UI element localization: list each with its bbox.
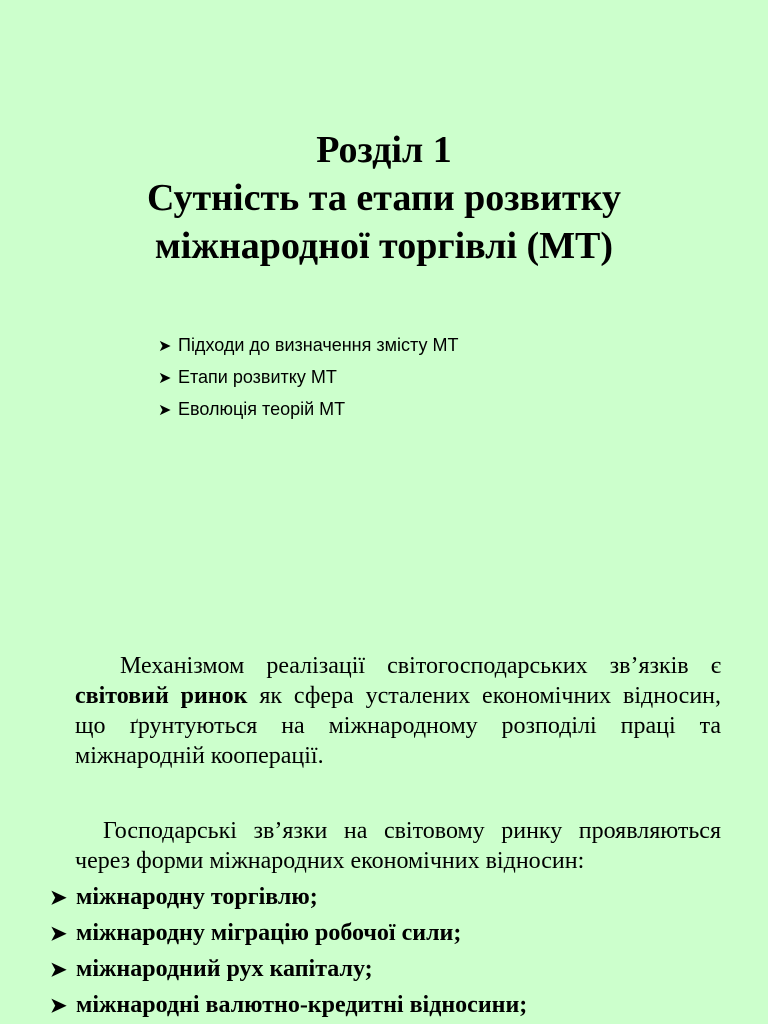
- topic-item: [158, 362, 458, 394]
- relation-form-item: [50, 916, 527, 952]
- arrowhead-bullet-icon: ➤: [158, 370, 172, 387]
- arrowhead-bullet-icon: ➤: [50, 923, 67, 945]
- relation-form-label: міжнародну торгівлю;: [76, 884, 318, 910]
- topic-label: Еволюція теорій МТ: [178, 399, 346, 419]
- arrowhead-bullet-icon: ➤: [50, 959, 67, 981]
- relation-form-label: міжнародні валютно-кредитні відносини;: [76, 992, 528, 1018]
- world-market-paragraph: [75, 651, 721, 771]
- section-number: Розділ 1: [316, 129, 452, 171]
- paragraph-rest: як сфера усталених економічних відносин, що ґрунтуються на міжнародному розподілі праці та міжнародній кооперації.: [75, 683, 722, 769]
- relation-form-label: міжнародний рух капіталу;: [76, 956, 373, 982]
- section-heading: [0, 126, 768, 270]
- relation-form-item: [50, 988, 527, 1024]
- topic-label: Підходи до визначення змісту МТ: [178, 335, 459, 355]
- arrowhead-bullet-icon: ➤: [158, 338, 172, 355]
- economic-relations-paragraph: Господарські зв’язки на світовому ринку проявляються через форми міжнародних економічних відносин:: [75, 818, 721, 874]
- section-title-line-1: Сутність та етапи розвитку: [147, 177, 621, 219]
- paragraph-intro: Механізмом реалізації світогосподарських зв’язків є: [120, 653, 721, 679]
- relation-form-item: [50, 880, 527, 916]
- section-title-line-2: міжнародної торгівлі (МТ): [154, 225, 614, 267]
- relation-forms-list: [50, 880, 527, 1024]
- relation-form-item: [50, 952, 527, 988]
- arrowhead-bullet-icon: ➤: [50, 995, 67, 1017]
- relation-form-label: міжнародну міграцію робочої сили;: [76, 920, 462, 946]
- arrowhead-bullet-icon: ➤: [50, 887, 67, 909]
- topics-list: [158, 330, 458, 426]
- topic-item: [158, 330, 458, 362]
- arrowhead-bullet-icon: ➤: [158, 402, 172, 419]
- world-market-term: світовий ринок: [75, 683, 248, 709]
- topic-item: [158, 394, 458, 426]
- topic-label: Етапи розвитку МТ: [178, 367, 337, 387]
